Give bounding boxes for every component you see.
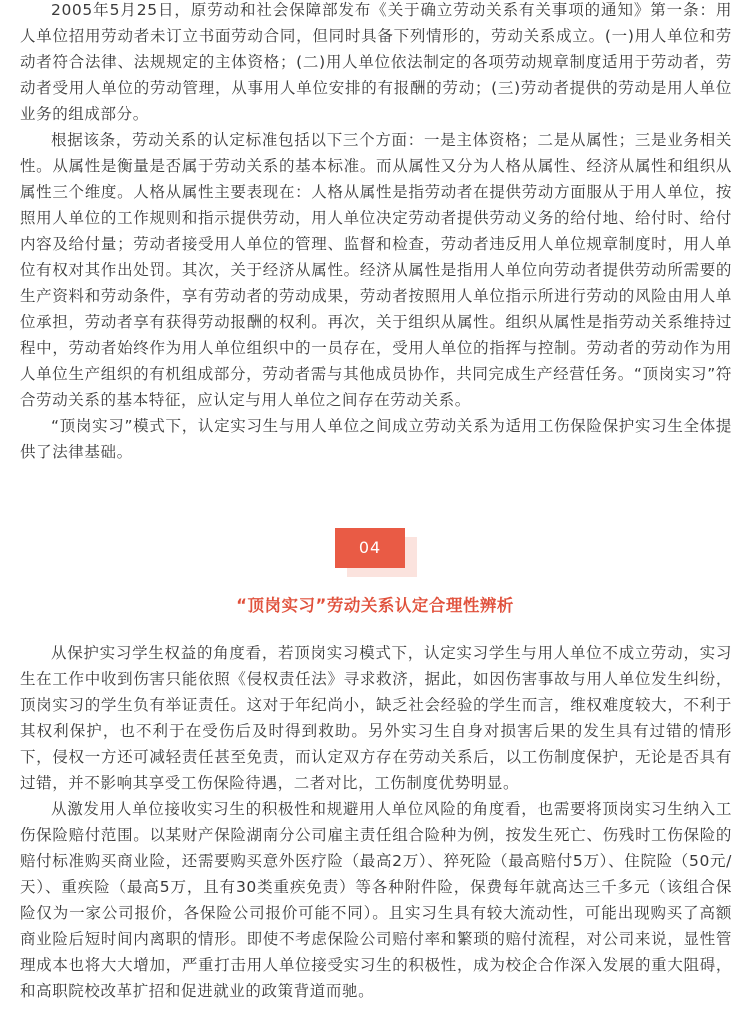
section-number: 04 — [335, 528, 405, 568]
article-section-2 — [20, 640, 732, 1004]
section-number-badge — [335, 528, 415, 576]
paragraph: 2005年5月25日，原劳动和社会保障部发布《关于确立劳动关系有关事项的通知》第一条：用人单位招用劳动者未订立书面劳动合同，但同时具备下列情形的，劳动关系成立。(一)用人单位和劳动者符合法律、法规规定的主体资格；(二)用人单位依法制定的各项劳动规章制度适用于劳动者，劳动者受用人单位的劳动管理，从事用人单位安排的有报酬的劳动；(三)劳动者提供的劳动是用人单位业务的组成部分。 — [20, 1, 732, 123]
article-section-1 — [20, 0, 732, 465]
paragraph: “顶岗实习”模式下，认定实习生与用人单位之间成立劳动关系为适用工伤保险保护实习生全体提供了法律基础。 — [20, 417, 732, 461]
paragraph: 从保护实习学生权益的角度看，若顶岗实习模式下，认定实习学生与用人单位不成立劳动，实习生在工作中收到伤害只能依照《侵权责任法》寻求救济，据此，如因伤害事故与用人单位发生纠纷，顶岗实习的学生负有举证责任。这对于年纪尚小，缺乏社会经验的学生而言，维权难度较大，不利于其权利保护，也不利于在受伤后及时得到救助。另外实习生自身对损害后果的发生具有过错的情形下，侵权一方还可减轻责任甚至免责，而认定双方存在劳动关系后，以工伤制度保护，无论是否具有过错，并不影响其享受工伤保险待遇，二者对比，工伤制度优势明显。 — [20, 644, 732, 792]
section-title: “顶岗实习”劳动关系认定合理性辨析 — [236, 596, 514, 615]
paragraph: 从激发用人单位接收实习生的积极性和规避用人单位风险的角度看，也需要将顶岗实习生纳入工伤保险赔付范围。以某财产保险湖南分公司雇主责任组合险种为例，按发生死亡、伤残时工伤保险的赔付标准购买商业险，还需要购买意外医疗险（最高2万）、猝死险（最高赔付5万）、住院险（50元/天）、重疾险（最高5万，且有30类重疾免责）等各种附件险，保费每年就高达三千多元（该组合保险仅为一家公司报价，各保险公司报价可能不同）。且实习生具有较大流动性，可能出现购买了高额商业险后短时间内离职的情形。即使不考虑保险公司赔付率和繁琐的赔付流程，对公司来说，显性管理成本也将大大增加，严重打击用人单位接受实习生的积极性，成为校企合作深入发展的重大阻碍，和高职院校改革扩招和促进就业的政策背道而驰。 — [20, 800, 732, 1000]
paragraph: 根据该条，劳动关系的认定标准包括以下三个方面：一是主体资格；二是从属性；三是业务相关性。从属性是衡量是否属于劳动关系的基本标准。而从属性又分为人格从属性、经济从属性和组织从属性三个维度。人格从属性主要表现在：人格从属性是指劳动者在提供劳动方面服从于用人单位，按照用人单位的工作规则和指示提供劳动，用人单位决定劳动者提供劳动义务的给付地、给付时、给付内容及给付量；劳动者接受用人单位的管理、监督和检查，劳动者违反用人单位规章制度时，用人单位有权对其作出处罚。其次，关于经济从属性。经济从属性是指用人单位向劳动者提供劳动所需要的生产资料和劳动条件，享有劳动者的劳动成果，劳动者按照用人单位指示所进行劳动的风险由用人单位承担，劳动者享有获得劳动报酬的权利。再次，关于组织从属性。组织从属性是指劳动关系维持过程中，劳动者始终作为用人单位组织中的一员存在，受用人单位的指挥与控制。劳动者的劳动作为用人单位生产组织的有机组成部分，劳动者需与其他成员协作，共同完成生产经营任务。“顶岗实习”符合劳动关系的基本特征，应认定与用人单位之间存在劳动关系。 — [20, 131, 732, 409]
section-heading — [0, 528, 750, 616]
